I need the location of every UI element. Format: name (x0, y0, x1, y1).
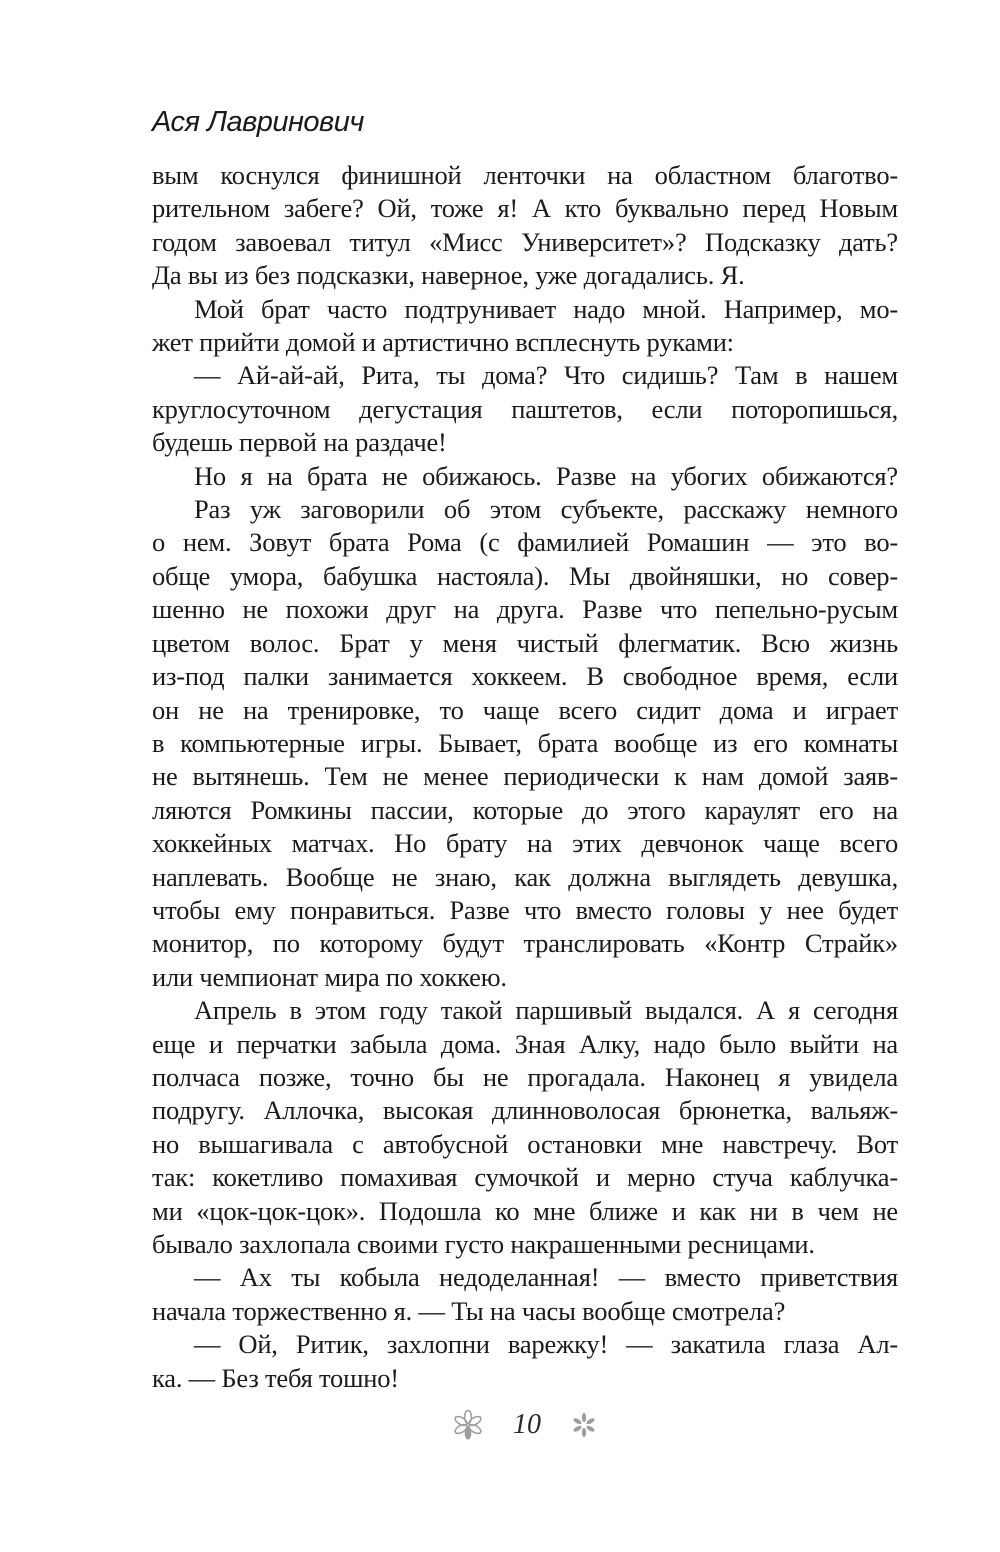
text-line: — Ай-ай-ай, Рита, ты дома? Что сидишь? Там в нашем (194, 360, 898, 391)
page-footer (152, 1402, 898, 1448)
text-line: Апрель в этом году такой паршивый выдался. А я сегодня (194, 995, 898, 1026)
text-line: начала торжественно я. — Ты на часы вообще смотрела? (152, 1295, 786, 1326)
text-line: он не на тренировке, то чаще всего сидит дома и играет (152, 694, 898, 725)
text-line: о нем. Зовут брата Рома (с фамилией Ромашин — это во- (152, 527, 898, 558)
six-petal-flower-icon (453, 1410, 483, 1440)
text-line: — Ой, Ритик, захлопни варежку! — закатила глаза Ал- (194, 1329, 898, 1360)
text-line: еще и перчатки забыла дома. Зная Алку, надо было выйти на (152, 1028, 898, 1059)
running-header-author: Ася Лавринович (152, 106, 364, 138)
body-text (152, 159, 898, 1395)
page-number: 10 (513, 1409, 541, 1440)
teardrop-asterisk-icon (571, 1412, 597, 1438)
text-line: Раз уж заговорили об этом субъекте, расскажу немного (194, 494, 898, 525)
text-line: круглосуточном дегустация паштетов, если поторопишься, (152, 393, 898, 424)
text-line: так: кокетливо помахивая сумочкой и мерно стуча каблучка- (152, 1162, 898, 1193)
text-line: чтобы ему понравиться. Разве что вместо головы у нее будет (152, 894, 898, 925)
text-line: рительном забеге? Ой, тоже я! А кто буквально перед Новым (152, 193, 898, 224)
text-line: вым коснулся финишной ленточки на областном благотво- (152, 160, 898, 190)
text-line: полчаса позже, точно бы не прогадала. Наконец я увидела (152, 1061, 898, 1092)
text-line: годом завоевал титул «Мисс Университет»? Подсказку дать? (152, 226, 898, 257)
text-line: — Ах ты кобыла недоделанная! — вместо приветствия (194, 1262, 898, 1293)
text-line: в компьютерные игры. Бывает, брата вообще из его комнаты (152, 727, 898, 758)
text-line: жет прийти домой и артистично всплеснуть руками: (152, 327, 734, 358)
text-line: бывало захлопала своими густо накрашенными ресницами. (152, 1229, 815, 1259)
text-line: или чемпионат мира по хоккею. (152, 961, 507, 992)
text-line: наплевать. Вообще не знаю, как должна выглядеть девушка, (152, 861, 898, 892)
text-line: монитор, по которому будут транслировать «Контр Страйк» (152, 928, 898, 959)
text-line: ми «цок-цок-цок». Подошла ко мне ближе и как ни в чем не (152, 1195, 898, 1226)
text-line: обще умора, бабушка настояла). Мы двойняшки, но совер- (152, 560, 898, 591)
text-line: цветом волос. Брат у меня чистый флегматик. Всю жизнь (152, 627, 898, 658)
text-line: ляются Ромкины пассии, которые до этого караулят его на (152, 794, 898, 825)
text-line: подругу. Аллочка, высокая длинноволосая брюнетка, вальяж- (152, 1095, 898, 1126)
text-line: хоккейных матчах. Но брату на этих девчонок чаще всего (152, 828, 898, 859)
text-line: Да вы из без подсказки, наверное, уже догадались. Я. (152, 260, 745, 291)
text-line: из-под палки занимается хоккеем. В свободное время, если (152, 661, 898, 692)
text-line: не вытянешь. Тем не менее периодически к нам домой заяв- (152, 761, 898, 792)
text-line: Но я на брата не обижаюсь. Разве на убогих обижаются? (194, 460, 898, 491)
text-line: будешь первой на раздаче! (152, 427, 447, 458)
text-line: Мой брат часто подтрунивает надо мной. Например, мо- (194, 293, 898, 324)
text-line: шенно не похожи друг на друга. Разве что пепельно-русым (152, 594, 898, 625)
text-line: ка. — Без тебя тошно! (152, 1362, 399, 1393)
text-line: но вышагивала с автобусной остановки мне навстречу. Вот (152, 1128, 898, 1159)
